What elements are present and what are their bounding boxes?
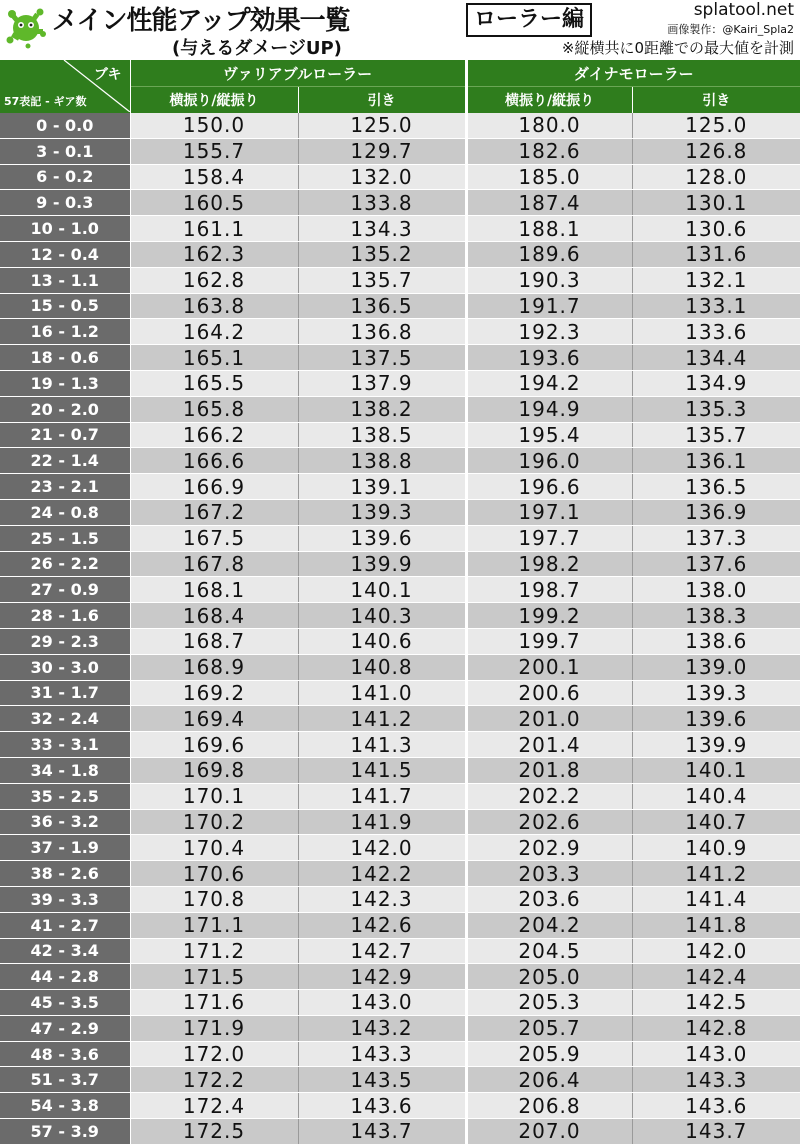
gear-level-cell: 38 - 2.6 [0, 861, 130, 887]
damage-value-cell: 169.4 [130, 706, 298, 732]
damage-value-cell: 143.3 [632, 1067, 800, 1093]
gear-level-cell: 21 - 0.7 [0, 422, 130, 448]
damage-value-cell: 126.8 [632, 138, 800, 164]
gear-level-cell: 47 - 2.9 [0, 1015, 130, 1041]
damage-value-cell: 203.6 [466, 886, 632, 912]
damage-value-cell: 206.8 [466, 1093, 632, 1119]
gear-level-cell: 20 - 2.0 [0, 396, 130, 422]
damage-value-cell: 168.9 [130, 654, 298, 680]
gear-level-cell: 32 - 2.4 [0, 706, 130, 732]
damage-value-cell: 141.2 [632, 861, 800, 887]
damage-value-cell: 170.4 [130, 835, 298, 861]
damage-value-cell: 142.2 [298, 861, 466, 887]
gear-level-cell: 0 - 0.0 [0, 113, 130, 138]
table-row [0, 1041, 800, 1067]
table-row [0, 396, 800, 422]
damage-value-cell: 138.5 [298, 422, 466, 448]
damage-value-cell: 142.9 [298, 964, 466, 990]
damage-value-cell: 199.2 [466, 603, 632, 629]
damage-value-cell: 142.6 [298, 912, 466, 938]
table-row [0, 809, 800, 835]
damage-value-cell: 169.8 [130, 757, 298, 783]
damage-value-cell: 194.2 [466, 370, 632, 396]
damage-value-cell: 171.2 [130, 938, 298, 964]
damage-value-cell: 201.0 [466, 706, 632, 732]
credit-text: 画像製作：@Kairi_Spla2 [667, 23, 794, 36]
damage-value-cell: 166.9 [130, 474, 298, 500]
damage-value-cell: 188.1 [466, 216, 632, 242]
damage-value-cell: 170.6 [130, 861, 298, 887]
damage-value-cell: 143.6 [298, 1093, 466, 1119]
damage-value-cell: 171.9 [130, 1015, 298, 1041]
damage-value-cell: 165.5 [130, 370, 298, 396]
damage-value-cell: 141.4 [632, 886, 800, 912]
damage-value-cell: 205.7 [466, 1015, 632, 1041]
damage-value-cell: 139.9 [632, 732, 800, 758]
damage-value-cell: 172.5 [130, 1119, 298, 1145]
gear-level-cell: 44 - 2.8 [0, 964, 130, 990]
damage-value-cell: 134.9 [632, 370, 800, 396]
damage-value-cell: 132.1 [632, 267, 800, 293]
damage-value-cell: 143.0 [632, 1041, 800, 1067]
table-row [0, 113, 800, 138]
damage-value-cell: 202.6 [466, 809, 632, 835]
damage-value-cell: 129.7 [298, 138, 466, 164]
table-corner-cell [0, 60, 130, 113]
damage-value-cell: 161.1 [130, 216, 298, 242]
damage-value-cell: 162.3 [130, 241, 298, 267]
table-row [0, 938, 800, 964]
table-row [0, 525, 800, 551]
gear-level-cell: 27 - 0.9 [0, 577, 130, 603]
damage-value-cell: 139.0 [632, 654, 800, 680]
damage-value-cell: 141.8 [632, 912, 800, 938]
damage-value-cell: 160.5 [130, 190, 298, 216]
damage-value-cell: 139.9 [298, 551, 466, 577]
damage-value-cell: 139.6 [632, 706, 800, 732]
gear-level-cell: 39 - 3.3 [0, 886, 130, 912]
damage-value-cell: 204.5 [466, 938, 632, 964]
gear-level-cell: 3 - 0.1 [0, 138, 130, 164]
damage-value-cell: 205.3 [466, 990, 632, 1016]
damage-value-cell: 196.0 [466, 448, 632, 474]
damage-value-cell: 143.5 [298, 1067, 466, 1093]
damage-value-cell: 130.6 [632, 216, 800, 242]
table-row [0, 499, 800, 525]
table-row [0, 628, 800, 654]
damage-value-cell: 201.4 [466, 732, 632, 758]
damage-value-cell: 139.6 [298, 525, 466, 551]
table-row [0, 835, 800, 861]
gear-level-cell: 37 - 1.9 [0, 835, 130, 861]
damage-value-cell: 142.3 [298, 886, 466, 912]
damage-value-cell: 169.2 [130, 680, 298, 706]
damage-value-cell: 138.8 [298, 448, 466, 474]
table-row [0, 345, 800, 371]
damage-value-cell: 133.6 [632, 319, 800, 345]
gear-level-cell: 15 - 0.5 [0, 293, 130, 319]
damage-value-cell: 169.6 [130, 732, 298, 758]
damage-value-cell: 150.0 [130, 113, 298, 138]
damage-value-cell: 133.1 [632, 293, 800, 319]
table-row [0, 1015, 800, 1041]
table-row [0, 319, 800, 345]
weapon-axis-label: ブキ [94, 67, 122, 83]
gear-level-cell: 16 - 1.2 [0, 319, 130, 345]
damage-value-cell: 202.9 [466, 835, 632, 861]
damage-value-cell: 170.2 [130, 809, 298, 835]
table-row [0, 190, 800, 216]
weapon-name-header: ヴァリアブルローラー [130, 60, 466, 87]
damage-value-cell: 138.0 [632, 577, 800, 603]
damage-value-cell: 140.1 [298, 577, 466, 603]
damage-value-cell: 207.0 [466, 1119, 632, 1145]
damage-value-cell: 136.8 [298, 319, 466, 345]
gear-axis-label: 57表記 - ギア数 [4, 95, 87, 108]
gear-level-cell: 30 - 3.0 [0, 654, 130, 680]
damage-value-cell: 135.3 [632, 396, 800, 422]
damage-value-cell: 141.5 [298, 757, 466, 783]
measurement-note: ※縦横共に0距離での最大値を計測 [561, 39, 794, 57]
damage-value-cell: 140.1 [632, 757, 800, 783]
damage-value-cell: 195.4 [466, 422, 632, 448]
damage-value-cell: 196.6 [466, 474, 632, 500]
damage-value-cell: 142.4 [632, 964, 800, 990]
table-row [0, 370, 800, 396]
damage-value-cell: 172.4 [130, 1093, 298, 1119]
damage-value-cell: 142.8 [632, 1015, 800, 1041]
damage-value-cell: 137.5 [298, 345, 466, 371]
damage-value-cell: 199.7 [466, 628, 632, 654]
damage-value-cell: 193.6 [466, 345, 632, 371]
damage-value-cell: 139.3 [298, 499, 466, 525]
damage-value-cell: 131.6 [632, 241, 800, 267]
gear-level-cell: 10 - 1.0 [0, 216, 130, 242]
gear-level-cell: 25 - 1.5 [0, 525, 130, 551]
table-row [0, 680, 800, 706]
gear-level-cell: 23 - 2.1 [0, 474, 130, 500]
damage-value-cell: 141.0 [298, 680, 466, 706]
damage-value-cell: 143.7 [632, 1119, 800, 1145]
damage-value-cell: 142.5 [632, 990, 800, 1016]
damage-value-cell: 140.3 [298, 603, 466, 629]
table-row [0, 551, 800, 577]
table-body [0, 113, 800, 1144]
table-row [0, 241, 800, 267]
damage-value-cell: 138.3 [632, 603, 800, 629]
site-name: splatool.net [693, 0, 794, 20]
damage-value-cell: 192.3 [466, 319, 632, 345]
table-row [0, 293, 800, 319]
column-header-flick: 引き [298, 87, 466, 114]
damage-value-cell: 191.7 [466, 293, 632, 319]
damage-value-cell: 168.4 [130, 603, 298, 629]
damage-value-cell: 139.3 [632, 680, 800, 706]
table-row [0, 912, 800, 938]
gear-level-cell: 54 - 3.8 [0, 1093, 130, 1119]
damage-value-cell: 194.9 [466, 396, 632, 422]
damage-value-cell: 136.5 [298, 293, 466, 319]
damage-value-cell: 166.2 [130, 422, 298, 448]
damage-value-cell: 172.2 [130, 1067, 298, 1093]
damage-value-cell: 162.8 [130, 267, 298, 293]
damage-value-cell: 204.2 [466, 912, 632, 938]
gear-level-cell: 28 - 1.6 [0, 603, 130, 629]
damage-value-cell: 135.7 [632, 422, 800, 448]
damage-value-cell: 142.0 [632, 938, 800, 964]
gear-level-cell: 6 - 0.2 [0, 164, 130, 190]
damage-value-cell: 143.0 [298, 990, 466, 1016]
damage-value-cell: 165.1 [130, 345, 298, 371]
damage-value-cell: 130.1 [632, 190, 800, 216]
damage-value-cell: 170.8 [130, 886, 298, 912]
table-row [0, 654, 800, 680]
table-row [0, 448, 800, 474]
gear-level-cell: 48 - 3.6 [0, 1041, 130, 1067]
gear-level-cell: 31 - 1.7 [0, 680, 130, 706]
damage-value-cell: 171.5 [130, 964, 298, 990]
gear-level-cell: 18 - 0.6 [0, 345, 130, 371]
damage-value-cell: 201.8 [466, 757, 632, 783]
damage-value-cell: 134.3 [298, 216, 466, 242]
damage-value-cell: 140.6 [298, 628, 466, 654]
damage-value-cell: 135.7 [298, 267, 466, 293]
table-row [0, 577, 800, 603]
gear-level-cell: 9 - 0.3 [0, 190, 130, 216]
damage-value-cell: 158.4 [130, 164, 298, 190]
damage-value-cell: 180.0 [466, 113, 632, 138]
gear-level-cell: 45 - 3.5 [0, 990, 130, 1016]
table-row [0, 886, 800, 912]
damage-value-cell: 141.7 [298, 783, 466, 809]
category-badge: ローラー編 [466, 3, 592, 37]
damage-value-cell: 140.4 [632, 783, 800, 809]
damage-value-cell: 140.9 [632, 835, 800, 861]
damage-value-cell: 128.0 [632, 164, 800, 190]
damage-value-cell: 142.0 [298, 835, 466, 861]
ink-splat-icon [4, 4, 48, 50]
gear-level-cell: 41 - 2.7 [0, 912, 130, 938]
damage-value-cell: 187.4 [466, 190, 632, 216]
gear-level-cell: 36 - 3.2 [0, 809, 130, 835]
table-row [0, 603, 800, 629]
table-row [0, 138, 800, 164]
gear-level-cell: 26 - 2.2 [0, 551, 130, 577]
damage-value-cell: 205.9 [466, 1041, 632, 1067]
column-header-swing: 横振り/縦振り [130, 87, 298, 114]
damage-value-cell: 142.7 [298, 938, 466, 964]
damage-value-cell: 197.7 [466, 525, 632, 551]
table-row [0, 783, 800, 809]
table-row [0, 1067, 800, 1093]
damage-value-cell: 168.1 [130, 577, 298, 603]
damage-value-cell: 143.2 [298, 1015, 466, 1041]
damage-value-cell: 139.1 [298, 474, 466, 500]
damage-value-cell: 198.7 [466, 577, 632, 603]
gear-level-cell: 33 - 3.1 [0, 732, 130, 758]
damage-value-cell: 134.4 [632, 345, 800, 371]
damage-value-cell: 143.7 [298, 1119, 466, 1145]
damage-value-cell: 171.1 [130, 912, 298, 938]
page-subtitle: (与えるダメージUP) [172, 38, 342, 59]
table-row [0, 474, 800, 500]
damage-value-cell: 198.2 [466, 551, 632, 577]
gear-level-cell: 34 - 1.8 [0, 757, 130, 783]
gear-level-cell: 57 - 3.9 [0, 1119, 130, 1145]
damage-value-cell: 138.6 [632, 628, 800, 654]
damage-value-cell: 136.1 [632, 448, 800, 474]
gear-level-cell: 19 - 1.3 [0, 370, 130, 396]
damage-value-cell: 141.9 [298, 809, 466, 835]
damage-value-cell: 163.8 [130, 293, 298, 319]
table-row [0, 757, 800, 783]
page-title: メイン性能アップ効果一覧 [52, 6, 350, 36]
damage-value-cell: 168.7 [130, 628, 298, 654]
damage-value-cell: 164.2 [130, 319, 298, 345]
damage-value-cell: 141.3 [298, 732, 466, 758]
damage-value-cell: 165.8 [130, 396, 298, 422]
table-row [0, 216, 800, 242]
column-header-swing: 横振り/縦振り [466, 87, 632, 114]
damage-value-cell: 190.3 [466, 267, 632, 293]
damage-value-cell: 125.0 [632, 113, 800, 138]
damage-value-cell: 140.8 [298, 654, 466, 680]
damage-value-cell: 135.2 [298, 241, 466, 267]
gear-level-cell: 42 - 3.4 [0, 938, 130, 964]
damage-value-cell: 137.6 [632, 551, 800, 577]
damage-value-cell: 167.8 [130, 551, 298, 577]
damage-value-cell: 141.2 [298, 706, 466, 732]
table-row [0, 990, 800, 1016]
damage-table [0, 60, 800, 1145]
damage-value-cell: 137.9 [298, 370, 466, 396]
damage-value-cell: 125.0 [298, 113, 466, 138]
table-row [0, 164, 800, 190]
damage-value-cell: 137.3 [632, 525, 800, 551]
damage-value-cell: 200.1 [466, 654, 632, 680]
gear-level-cell: 51 - 3.7 [0, 1067, 130, 1093]
damage-value-cell: 185.0 [466, 164, 632, 190]
damage-value-cell: 206.4 [466, 1067, 632, 1093]
gear-level-cell: 24 - 0.8 [0, 499, 130, 525]
gear-level-cell: 13 - 1.1 [0, 267, 130, 293]
damage-value-cell: 205.0 [466, 964, 632, 990]
column-header-flick: 引き [632, 87, 800, 114]
table-row [0, 267, 800, 293]
damage-value-cell: 200.6 [466, 680, 632, 706]
damage-value-cell: 136.9 [632, 499, 800, 525]
damage-value-cell: 170.1 [130, 783, 298, 809]
damage-value-cell: 172.0 [130, 1041, 298, 1067]
table-row [0, 861, 800, 887]
gear-level-cell: 12 - 0.4 [0, 241, 130, 267]
gear-level-cell: 22 - 1.4 [0, 448, 130, 474]
table-row [0, 732, 800, 758]
table-row [0, 1119, 800, 1145]
damage-value-cell: 167.2 [130, 499, 298, 525]
damage-value-cell: 143.3 [298, 1041, 466, 1067]
table-row [0, 422, 800, 448]
damage-value-cell: 132.0 [298, 164, 466, 190]
damage-value-cell: 203.3 [466, 861, 632, 887]
damage-value-cell: 155.7 [130, 138, 298, 164]
table-row [0, 964, 800, 990]
damage-value-cell: 197.1 [466, 499, 632, 525]
damage-value-cell: 171.6 [130, 990, 298, 1016]
damage-value-cell: 138.2 [298, 396, 466, 422]
gear-level-cell: 29 - 2.3 [0, 628, 130, 654]
damage-value-cell: 166.6 [130, 448, 298, 474]
page-header [0, 0, 800, 60]
damage-value-cell: 167.5 [130, 525, 298, 551]
damage-value-cell: 133.8 [298, 190, 466, 216]
damage-value-cell: 140.7 [632, 809, 800, 835]
damage-value-cell: 189.6 [466, 241, 632, 267]
damage-value-cell: 182.6 [466, 138, 632, 164]
table-row [0, 706, 800, 732]
damage-value-cell: 143.6 [632, 1093, 800, 1119]
damage-value-cell: 202.2 [466, 783, 632, 809]
gear-level-cell: 35 - 2.5 [0, 783, 130, 809]
weapon-name-header: ダイナモローラー [466, 60, 800, 87]
damage-value-cell: 136.5 [632, 474, 800, 500]
